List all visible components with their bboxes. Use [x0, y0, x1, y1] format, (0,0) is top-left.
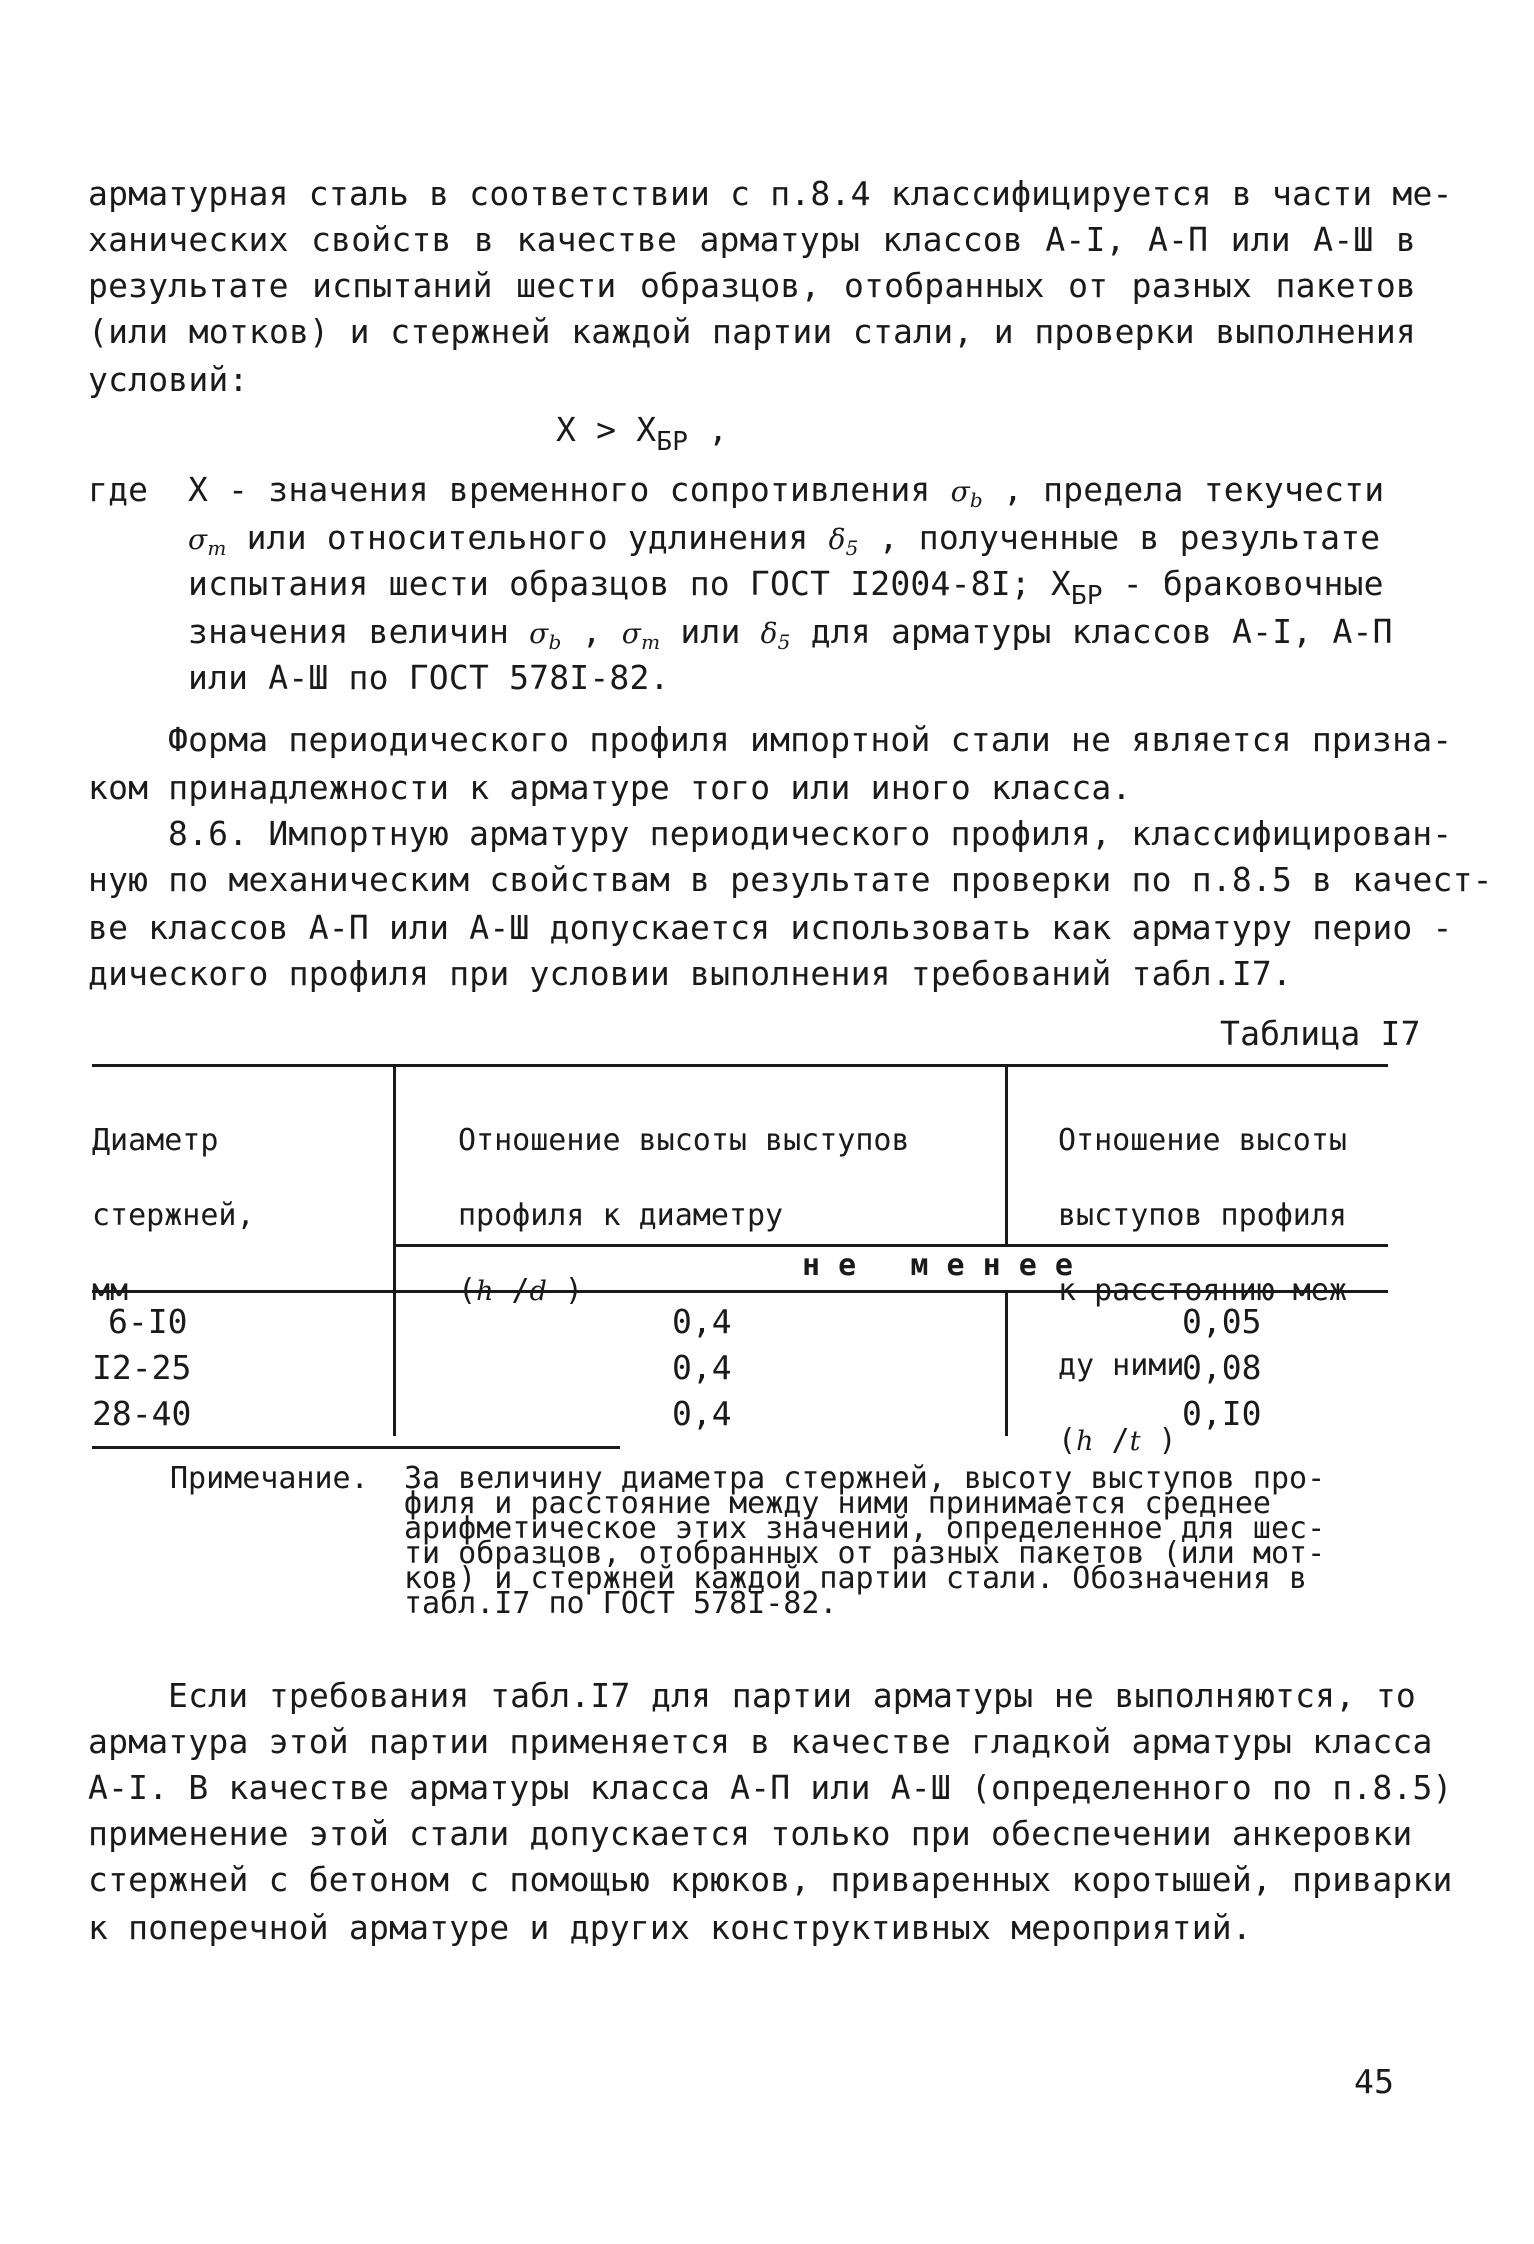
delta-symbol: δ [828, 523, 846, 556]
paren: ) [1140, 1423, 1177, 1458]
note-text [404, 1461, 1326, 1621]
where-line-2 [188, 518, 1381, 560]
text-line: условий: [88, 360, 249, 399]
symbol-subscript: БР [1070, 581, 1103, 611]
where-text: или [680, 612, 741, 651]
text-line: ную по механическим свойствам в результате проверки по п.8.5 в качест- [88, 860, 1493, 899]
paren: ( [1058, 1423, 1077, 1458]
where-label: где [88, 470, 149, 509]
text-line: ком принадлежности к арматуре того или иного класса. [88, 768, 1132, 807]
header-text: стержней, [92, 1198, 255, 1233]
sigma-symbol: σ [950, 475, 970, 508]
symbol-subscript: т [641, 630, 661, 654]
text-line: дического профиля при условии выполнения требований табл.I7. [88, 954, 1293, 993]
header-text: Отношение высоты [1058, 1123, 1347, 1158]
header-text: Диаметр [92, 1123, 219, 1158]
note-line: ков) и стержней каждой партии стали. Обозначения в [404, 1561, 1308, 1596]
symbol-subscript: b [548, 630, 562, 654]
where-line-3 [188, 564, 1384, 611]
note-label: Примечание. [170, 1461, 369, 1496]
text-line: применение этой стали допускается только при обеспечении анкеровки [88, 1814, 1413, 1853]
table-column-divider [1005, 1064, 1008, 1244]
where-text: испытания шести образцов по ГОСТ I2004-8I; X [188, 564, 1071, 603]
table-top-rule [92, 1064, 1388, 1067]
cell-ht: 0,I0 [1182, 1394, 1262, 1433]
where-line-5: или А-Ш по ГОСТ 578I-82. [188, 658, 670, 697]
text-line: (или мотков) и стержней каждой партии стали, и проверки выполнения [88, 312, 1416, 351]
symbol-subscript: 5 [777, 630, 791, 654]
table-caption: Таблица I7 [1220, 1014, 1421, 1053]
cell-diameter: 6-I0 [108, 1302, 188, 1341]
page-number: 45 [1354, 2062, 1395, 2101]
sigma-symbol: σ [529, 617, 549, 650]
cell-diameter: I2-25 [92, 1348, 192, 1387]
text-line: арматурная сталь в соответствии с п.8.4 классифицируется в части ме- [88, 174, 1453, 213]
note-line: арифметическое этих значений, определенное для шес- [404, 1511, 1326, 1546]
header-text: профиля к диаметру [458, 1198, 784, 1233]
delta-symbol: δ [760, 617, 778, 650]
table-column-divider [393, 1064, 396, 1436]
symbol-t: t [1129, 1426, 1141, 1457]
text-line: Если требования табл.I7 для партии арматуры не выполняются, то [168, 1676, 1416, 1715]
where-line-4 [188, 612, 1393, 654]
text-line: стержней с бетоном с помощью крюков, приваренных коротышей, приварки [88, 1860, 1453, 1899]
symbol-subscript: 5 [845, 536, 859, 560]
slash: / [493, 1273, 530, 1308]
paren: ) [546, 1273, 583, 1308]
text-line: результате испытаний шести образцов, отобранных от разных пакетов [88, 266, 1416, 305]
symbol-subscript: b [969, 488, 983, 512]
col-ht-header [1058, 1078, 1365, 1504]
note-line: ти образцов, отобранных от разных пакетов (или мот- [404, 1536, 1326, 1571]
sigma-symbol: σ [188, 523, 208, 556]
note-line: За величину диаметра стержней, высоту выступов про- [404, 1461, 1326, 1496]
header-text: Отношение высоты выступов [458, 1123, 910, 1158]
sigma-symbol: σ [621, 617, 642, 650]
symbol-h: h [1076, 1426, 1094, 1457]
text-line: ханических свойств в качестве арматуры классов А-I, А-П или А-Ш в [88, 220, 1416, 259]
table-subheader: н е м е н е е [802, 1248, 1073, 1283]
paren: ( [458, 1273, 477, 1308]
table-column-divider [1005, 1290, 1008, 1436]
cell-hd: 0,4 [672, 1302, 732, 1341]
symbol-h: h [476, 1276, 494, 1307]
text-line: 8.6. Импортную арматуру периодического профиля, классифицирован- [168, 814, 1453, 853]
text-line: А-I. В качестве арматуры класса А-П или А-Ш (определенного по п.8.5) [88, 1768, 1453, 1807]
text-line: ве классов А-П или А-Ш допускается использовать как арматуру перио - [88, 908, 1453, 947]
where-text: , [581, 612, 602, 651]
slash: / [1093, 1423, 1130, 1458]
where-text: для арматуры классов А-I, А-П [810, 612, 1393, 651]
cell-hd: 0,4 [672, 1348, 732, 1387]
formula [556, 410, 729, 457]
where-text: - браковочные [1102, 564, 1384, 603]
header-text: мм [92, 1273, 129, 1308]
cell-hd: 0,4 [672, 1394, 732, 1433]
where-text: , предела текучести [1003, 470, 1385, 509]
where-line-1 [188, 470, 1385, 512]
table-bottom-rule [92, 1446, 620, 1449]
header-text: к расстоянию меж- [1058, 1273, 1366, 1308]
formula-lhs: X > X [556, 410, 657, 449]
where-text: X - значения временного сопротивления [188, 470, 931, 509]
cell-ht: 0,08 [1182, 1348, 1262, 1387]
header-text: ду ними [1058, 1348, 1185, 1383]
where-text: или относительного удлинения [246, 518, 809, 557]
text-line: Форма периодического профиля импортной стали не является призна- [168, 720, 1453, 759]
symbol-subscript: т [207, 536, 227, 560]
note-line: табл.I7 по ГОСТ 578I-82. [404, 1586, 838, 1621]
text-line: к поперечной арматуре и других конструктивных мероприятий. [88, 1908, 1252, 1947]
where-text: значения величин [188, 612, 510, 651]
note-line: филя и расстояние между ними принимается среднее [404, 1486, 1271, 1521]
symbol-d: d [529, 1276, 547, 1307]
header-text: выступов профиля [1058, 1198, 1347, 1233]
formula-subscript: БР [656, 427, 689, 457]
cell-ht: 0,05 [1182, 1302, 1262, 1341]
where-text: , полученные в результате [878, 518, 1381, 557]
formula-tail: , [688, 410, 729, 449]
text-line: арматура этой партии применяется в качестве гладкой арматуры класса [88, 1722, 1433, 1761]
cell-diameter: 28-40 [92, 1394, 192, 1433]
